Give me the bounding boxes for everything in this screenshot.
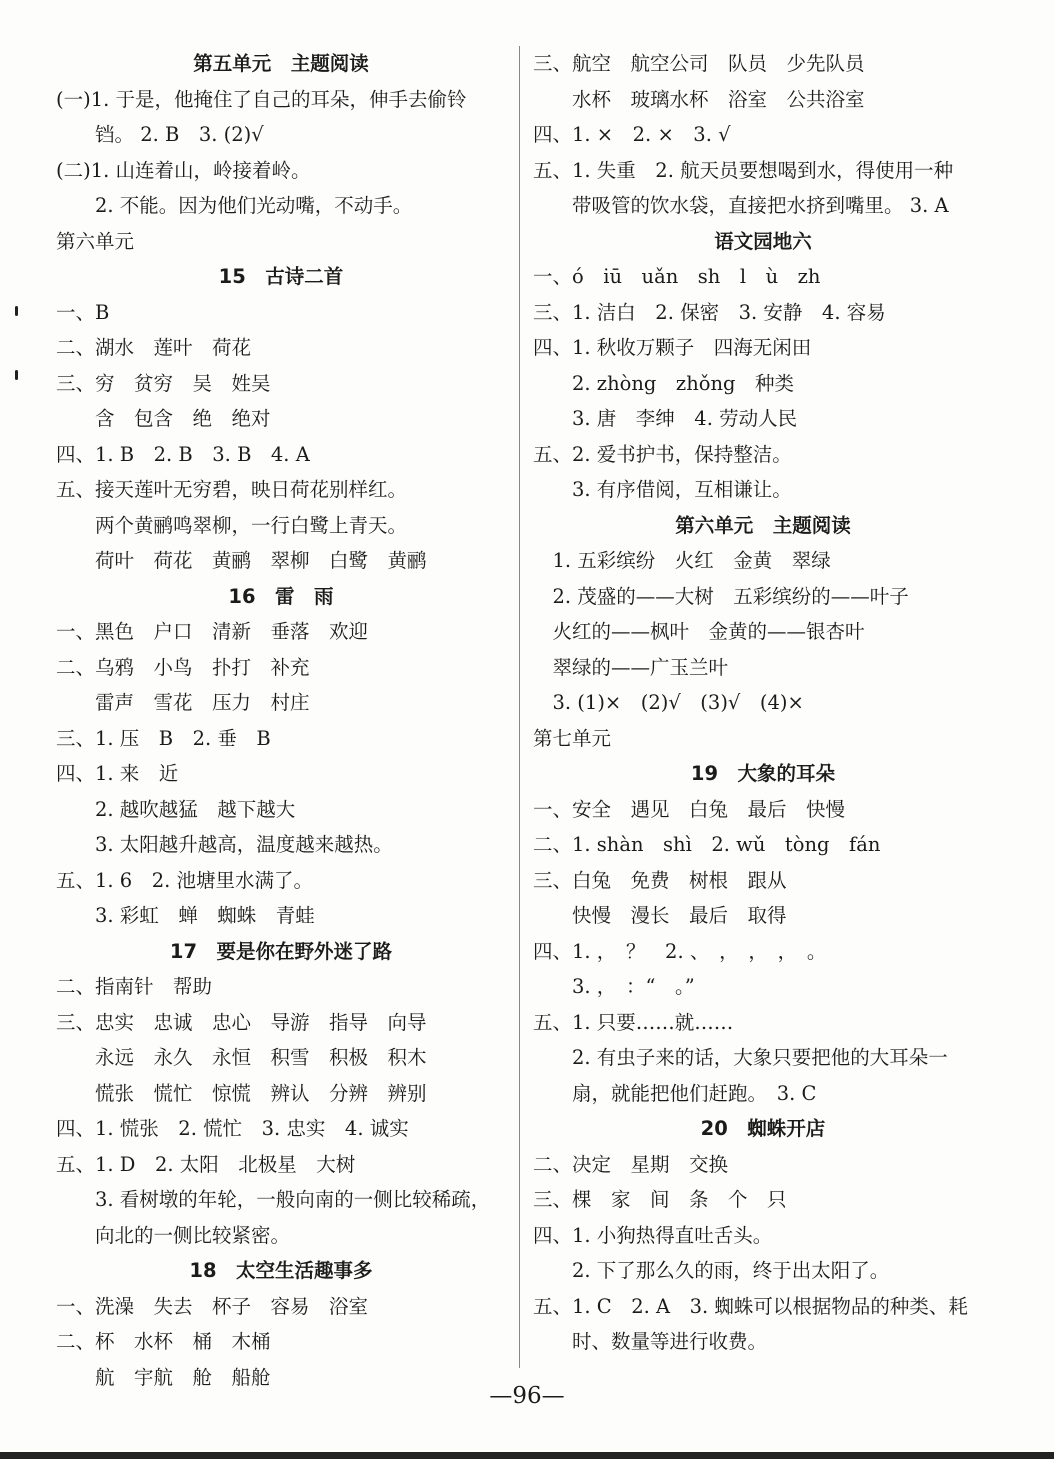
section-title: 15 古诗二首 — [218, 265, 344, 288]
section-title: 18 太空生活趣事多 — [189, 1259, 373, 1282]
answer-line: 永远 永久 永恒 积雪 积极 积木 — [56, 1046, 427, 1069]
answer-line: 五、1. C 2. A 3. 蜘蛛可以根据物品的种类、耗 — [533, 1294, 968, 1318]
answer-line: 第七单元 — [533, 726, 612, 750]
answer-line: 三、白兔 免费 树根 跟从 — [533, 868, 787, 892]
answer-line: 3. 看树墩的年轮，一般向南的一侧比较稀疏， — [56, 1188, 491, 1211]
answer-line: 一、黑色 户口 清新 垂落 欢迎 — [56, 620, 369, 643]
page-number: —96— — [489, 1383, 565, 1409]
answer-line: 一、安全 遇见 白兔 最后 快慢 — [533, 797, 846, 821]
section-title: 19 大象的耳朵 — [690, 762, 836, 785]
answer-line: 五、1. 失重 2. 航天员要想喝到水，得使用一种 — [533, 158, 954, 182]
answer-line: 四、1. B 2. B 3. B 4. A — [56, 442, 310, 466]
answer-line: 雷声 雪花 压力 村庄 — [56, 691, 310, 714]
answer-line: 二、湖水 莲叶 荷花 — [56, 336, 252, 359]
answer-line: 五、接天莲叶无穷碧，映日荷花别样红。 — [56, 478, 408, 501]
answer-line: 四、1. 小狗热得直吐舌头。 — [533, 1223, 773, 1247]
answer-line: 五、1. 6 2. 池塘里水满了。 — [56, 868, 314, 892]
answer-line: (一)1. 于是，他掩住了自己的耳朵，伸手去偷铃 — [56, 87, 467, 111]
answer-line: 三、忠实 忠诚 忠心 导游 指导 向导 — [56, 1010, 427, 1034]
answer-line: 航 宇航 舱 船舱 — [56, 1365, 271, 1389]
answer-line: 三、1. 压 B 2. 垂 B — [56, 726, 271, 750]
answer-line: (二)1. 山连着山，岭接着岭。 — [56, 158, 311, 182]
answer-line: 火红的——枫叶 金黄的——银杏叶 — [533, 620, 865, 643]
scan-mark — [15, 306, 18, 316]
answer-line: 时、数量等进行收费。 — [533, 1330, 768, 1353]
answer-line: 二、乌鸦 小鸟 扑打 补充 — [56, 655, 310, 679]
answer-line: 扇，就能把他们赶跑。 3. C — [533, 1081, 817, 1105]
answer-line: 一、ó iū uǎn sh l ù zh — [533, 265, 821, 288]
answer-line: 1. 五彩缤纷 火红 金黄 翠绿 — [533, 549, 831, 572]
answer-line: 五、2. 爱书护书，保持整洁。 — [533, 442, 792, 466]
answer-line: 三、1. 洁白 2. 保密 3. 安静 4. 容易 — [533, 300, 886, 324]
column-divider — [519, 46, 520, 1368]
answer-line: 一、B — [56, 300, 110, 324]
section-title: 16 雷 雨 — [228, 584, 334, 608]
answer-line: 四、1. 秋收万颗子 四海无闲田 — [533, 336, 812, 359]
answer-line: 四、1. 慌张 2. 慌忙 3. 忠实 4. 诚实 — [56, 1117, 409, 1140]
answer-line: 2. 有虫子来的话，大象只要把他的大耳朵一 — [533, 1046, 948, 1069]
scan-edge — [0, 1452, 1054, 1459]
answer-line: 三、航空 航空公司 队员 少先队员 — [533, 52, 865, 75]
answer-line: 二、决定 星期 交换 — [533, 1152, 729, 1176]
answer-line: 3. 太阳越升越高，温度越来越热。 — [56, 833, 393, 856]
answer-line: 四、1. 来 近 — [56, 762, 179, 785]
answer-line: 二、1. shàn shì 2. wǔ tòng fán — [533, 833, 881, 856]
section-title: 20 蜘蛛开店 — [700, 1117, 826, 1140]
section-title: 17 要是你在野外迷了路 — [169, 939, 393, 963]
answer-line: 2. 不能。因为他们光动嘴，不动手。 — [56, 194, 413, 217]
section-title: 第五单元 主题阅读 — [193, 52, 369, 75]
answer-line: 快慢 漫长 最后 取得 — [533, 904, 787, 927]
answer-line: 四、1. × 2. × 3. √ — [533, 123, 731, 146]
answer-line: 两个黄鹂鸣翠柳，一行白鹭上青天。 — [56, 513, 408, 537]
answer-line: 带吸管的饮水袋，直接把水挤到嘴里。 3. A — [533, 194, 949, 217]
answer-line: 四、1. ， ？ 2. 、 ， ， ， 。 — [533, 939, 827, 963]
answer-line: 第六单元 — [56, 229, 135, 253]
answer-line: 一、洗澡 失去 杯子 容易 浴室 — [56, 1294, 369, 1318]
answer-line: 二、杯 水杯 桶 木桶 — [56, 1330, 271, 1353]
answer-line: 水杯 玻璃水杯 浴室 公共浴室 — [533, 87, 865, 111]
answer-line: 三、棵 家 间 条 个 只 — [533, 1188, 787, 1211]
answer-line: 2. 下了那么久的雨，终于出太阳了。 — [533, 1259, 890, 1282]
left-column — [56, 46, 506, 1395]
answer-line: 2. 越吹越猛 越下越大 — [56, 797, 296, 821]
right-column — [533, 46, 993, 1360]
answer-line: 3. (1)× (2)√ (3)√ (4)× — [533, 691, 804, 714]
answer-line: 慌张 慌忙 惊慌 辨认 分辨 辨别 — [56, 1081, 427, 1105]
answer-line: 五、1. D 2. 太阳 北极星 大树 — [56, 1152, 356, 1176]
answer-line: 2. zhòng zhǒng 种类 — [533, 371, 795, 395]
answer-line: 荷叶 荷花 黄鹂 翠柳 白鹭 黄鹂 — [56, 549, 427, 572]
answer-line: 3. 彩虹 蝉 蜘蛛 青蛙 — [56, 904, 315, 927]
answer-line: 二、指南针 帮助 — [56, 975, 213, 998]
answer-line: 3. ， ：“ 。” — [533, 975, 695, 998]
answer-line: 3. 有序借阅，互相谦让。 — [533, 478, 792, 501]
answer-line: 向北的一侧比较紧密。 — [56, 1223, 291, 1247]
section-title: 第六单元 主题阅读 — [675, 513, 851, 537]
scan-mark — [15, 370, 18, 380]
answer-line: 含 包含 绝 绝对 — [56, 407, 271, 430]
section-title: 语文园地六 — [714, 229, 812, 253]
answer-line: 三、穷 贫穷 吴 姓吴 — [56, 371, 271, 395]
answer-line: 五、1. 只要……就…… — [533, 1010, 734, 1034]
answer-line: 3. 唐 李绅 4. 劳动人民 — [533, 407, 798, 430]
answer-line: 铛。 2. B 3. (2)√ — [56, 123, 264, 146]
answer-line: 翠绿的——广玉兰叶 — [533, 655, 729, 679]
answer-line: 2. 茂盛的——大树 五彩缤纷的——叶子 — [533, 584, 909, 608]
